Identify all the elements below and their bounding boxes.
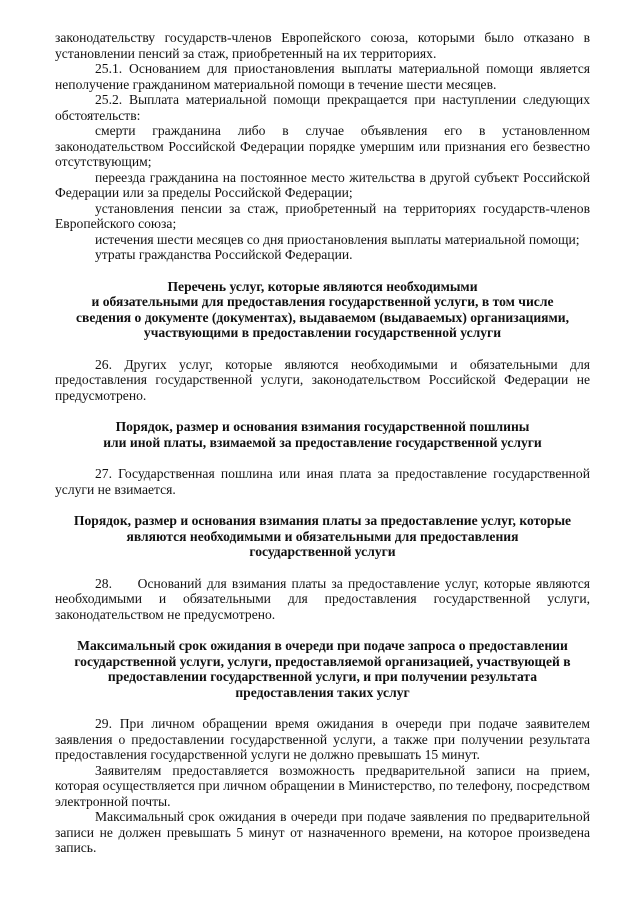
paragraph-27: 27. Государственная пошлина или иная плата за предоставление государственной услуги не взимается. bbox=[55, 466, 590, 497]
paragraph-26: 26. Других услуг, которые являются необходимыми и обязательными для предоставления государственной услуги, законодательством Российской Федерации не предусмотрено. bbox=[55, 356, 590, 403]
circumstance-pension: установления пенсии за стаж, приобретенный на территориях государств-членов Европейского союза; bbox=[55, 200, 590, 231]
heading-line: или иной платы, взимаемой за предоставление государственной услуги bbox=[103, 434, 542, 450]
heading-line: предоставлении государственной услуги, и при получении результата bbox=[107, 669, 538, 684]
document-page bbox=[55, 30, 590, 856]
paragraph-29: 29. При личном обращении время ожидания в очереди при подаче заявителем заявления о предоставлении государственной услуги, а также при получении результата предоставления государственной услуги не должно превышать 15 минут. bbox=[55, 716, 590, 762]
section-heading-state-duty bbox=[55, 419, 590, 450]
heading-line: Порядок, размер и основания взимания государственной пошлины bbox=[115, 419, 530, 434]
section-heading-services-list bbox=[55, 279, 590, 341]
circumstance-expiry: истечения шести месяцев со дня приостановления выплаты материальной помощи; bbox=[95, 231, 580, 247]
heading-line: Максимальный срок ожидания в очереди при подаче запроса о предоставлении bbox=[77, 638, 568, 653]
section-heading-service-fees bbox=[55, 513, 590, 560]
circumstance-relocation: переезда гражданина на постоянное место жительства в другой субъект Российской Федерации или за пределы Российской Федерации; bbox=[55, 169, 590, 200]
circumstance-death: смерти гражданина либо в случае объявления его в установленном законодательством Российской Федерации порядке умершим или признания его безвестно отсутствующим; bbox=[55, 123, 590, 169]
section-heading-waiting-time bbox=[55, 638, 590, 700]
heading-line: государственной услуги, услуги, предоставляемой организацией, участвующей в bbox=[74, 653, 571, 669]
paragraph-29-max-wait: Максимальный срок ожидания в очереди при подаче заявления по предварительной записи не должен превышать 5 минут от назначенного времени, на которое произведена запись. bbox=[55, 809, 590, 855]
paragraph-28: 28. Оснований для взимания платы за предоставление услуг, которые являются необходимыми и обязательными для предоставления государственной услуги, законодательством не предусмотрено. bbox=[55, 575, 590, 622]
heading-line: Перечень услуг, которые являются необходимыми bbox=[167, 278, 478, 294]
heading-line: предоставления таких услуг bbox=[235, 684, 410, 700]
paragraph-25-2: 25.2. Выплата материальной помощи прекращается при наступлении следующих обстоятельств: bbox=[55, 92, 590, 123]
heading-line: сведения о документе (документах), выдаваемом (выдаваемых) организациями, bbox=[75, 309, 570, 325]
heading-line: участвующими в предоставлении государственной услуги bbox=[143, 325, 502, 340]
paragraph-29-appointment: Заявителям предоставляется возможность предварительной записи на прием, которая осуществляется при личном обращении в Министерство, по телефону, посредством электронной почты. bbox=[55, 762, 590, 809]
heading-line: государственной услуги bbox=[249, 544, 396, 559]
paragraph-25-1: 25.1. Основанием для приостановления выплаты материальной помощи является неполучение гражданином материальной помощи в течение шести месяцев. bbox=[55, 61, 590, 92]
circumstance-citizenship: утраты гражданства Российской Федерации. bbox=[95, 247, 353, 262]
paragraph-continuation: законодательству государств-членов Европейского союза, которыми было отказано в установлении пенсий за стаж, приобретенный на их территориях. bbox=[55, 30, 590, 61]
heading-line: и обязательными для предоставления государственной услуги, в том числе bbox=[91, 294, 554, 309]
heading-line: являются необходимыми и обязательными для предоставления bbox=[126, 528, 519, 544]
heading-line: Порядок, размер и основания взимания платы за предоставление услуг, которые bbox=[73, 513, 572, 528]
